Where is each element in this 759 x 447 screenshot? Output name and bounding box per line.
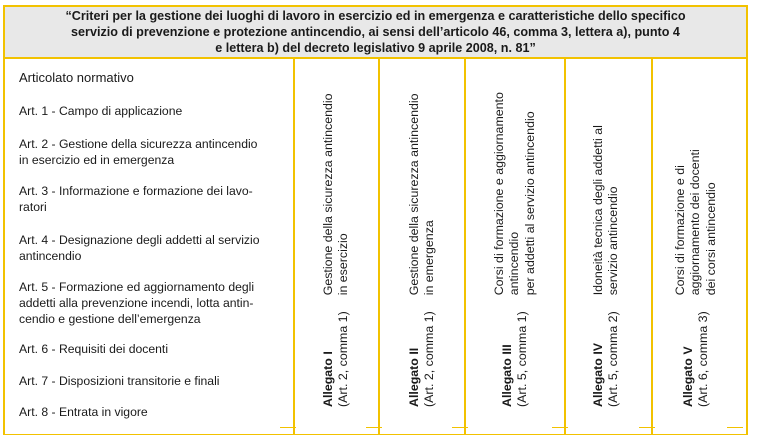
annex-name: Allegato I: [320, 351, 335, 407]
column-tick: [280, 427, 296, 428]
annex-desc: Gestione della sicurezza antincendio in esercizio: [320, 93, 350, 296]
article-item-2: Art. 2 - Gestione della sicurezza antincendio in esercizio ed in emergenza: [19, 137, 258, 167]
column-tick: [552, 427, 568, 428]
annex-ref: (Art. 5, comma 2): [606, 311, 620, 407]
table-header: [3, 5, 748, 59]
article-item-8: Art. 8 - Entrata in vigore: [19, 405, 148, 419]
annex-label-2: [381, 87, 463, 407]
column-tick: [452, 427, 468, 428]
article-item-6: Art. 6 - Requisiti dei docenti: [19, 342, 169, 356]
article-item-4: Art. 4 - Designazione degli addetti al servizio antincendio: [19, 233, 260, 263]
article-item-3: Art. 3 - Informazione e formazione dei lavo- ratori: [19, 184, 253, 214]
article-item-1: Art. 1 - Campo di applicazione: [19, 104, 183, 118]
column-divider: [378, 59, 380, 435]
annex-label-5: [655, 87, 737, 407]
annex-name: Allegato IV: [590, 342, 605, 407]
annex-label-4: [565, 87, 647, 407]
annex-ref: (Art. 6, comma 3): [696, 311, 710, 407]
annex-ref: (Art. 2, comma 1): [336, 311, 350, 407]
annex-desc: Gestione della sicurezza antincendio in emergenza: [406, 93, 436, 296]
articles-title: Articolato normativo: [19, 70, 134, 85]
header-title: [65, 8, 685, 56]
article-item-7: Art. 7 - Disposizioni transitorie e finali: [19, 374, 220, 388]
article-item-5: Art. 5 - Formazione ed aggiornamento degli addetti alla prevenzione incendi, lotta antin- cendio e gestione dell’emergenza: [19, 280, 255, 326]
annex-ref: (Art. 5, comma 1): [515, 311, 529, 407]
annex-name: Allegato V: [680, 346, 695, 407]
annex-name: Allegato III: [499, 344, 514, 407]
table-bottom-border: [3, 434, 748, 435]
annex-desc: Idoneità tecnica degli addetti al servizio antincendio: [590, 125, 620, 296]
column-tick: [366, 427, 382, 428]
header-line-1: “Criteri per la gestione dei luoghi di lavoro in esercizio ed in emergenza e caratteristiche dello specifico: [65, 9, 686, 23]
annex-label-3: [474, 87, 556, 407]
column-tick: [727, 427, 743, 428]
annex-label-1: [295, 87, 377, 407]
annex-ref: (Art. 2, comma 1): [422, 311, 436, 407]
column-tick: [639, 427, 655, 428]
annex-desc: Corsi di formazione e di aggiornamento dei docenti dei corsi antincendio: [672, 149, 718, 296]
annex-desc: Corsi di formazione e aggiornamento antincendio per addetti al servizio antincendio: [491, 92, 537, 296]
column-divider: [651, 59, 653, 435]
header-line-2: servizio di prevenzione e protezione antincendio, ai sensi dell’articolo 46, comma 3, lettera a), punto 4: [71, 25, 680, 39]
annex-name: Allegato II: [406, 347, 421, 407]
column-divider: [464, 59, 466, 435]
header-line-3: e lettera b) del decreto legislativo 9 aprile 2008, n. 81”: [215, 41, 536, 55]
